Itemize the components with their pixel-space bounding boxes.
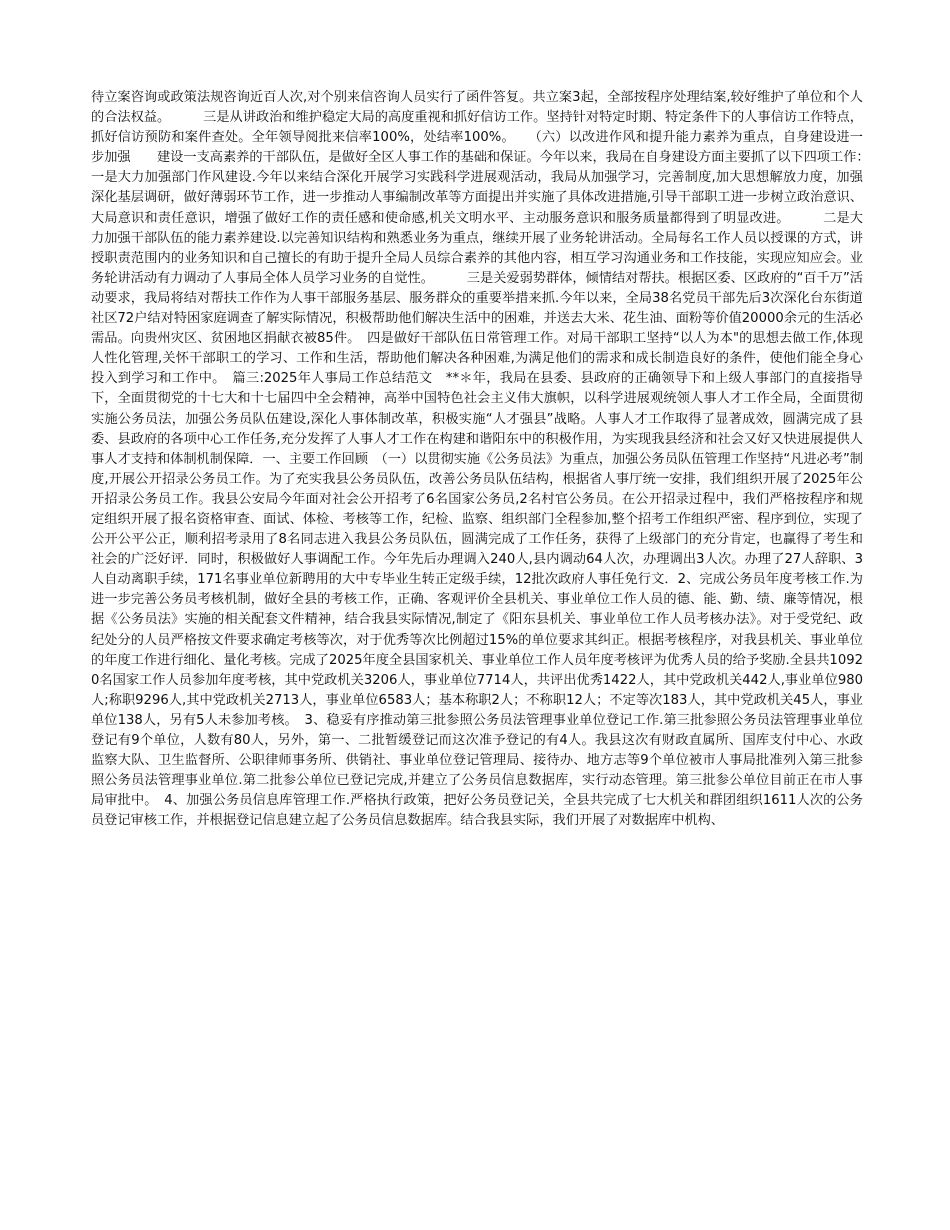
body-text: 待立案咨询或政策法规咨询近百人次,对个别来信咨询人员实行了函件答复。共立案3起，全部按程序处理结案,较好维护了单位和个人的合法权益。 三是从讲政治和维护稳定大局的高度重视和抓好信访工作。坚持针对特定时期、特定条件下的人事信访工作特点，抓好信访预防和案件查处。全年领导阅批来信率100%，处结率100%。 （六）以改进作风和提升能力素养为重点，自身建设进一步加强 建设一支高素养的干部队伍，是做好全区人事工作的基础和保证。今年以来，我局在自身建设方面主要抓了以下四项工作： 一是大力加强部门作风建设.今年以来结合深化开展学习实践科学进展观活动，我局从加强学习，完善制度,加大思想解放力度，加强深化基层调研，做好薄弱环节工作，进一步推动人事编制改革等方面提出并实施了具体改进措施,引导干部职工进一步树立政治意识、大局意识和责任意识，增强了做好工作的责任感和使命感,机关文明水平、主动服务意识和服务质量都得到了明显改进。 二是大力加强干部队伍的能力素养建设.以完善知识结构和熟悉业务为重点，继续开展了业务轮讲活动。全局每名工作人员以授课的方式，讲授职责范围内的业务知识和自己擅长的有助于提升全局人员综合素养的其他内容，相互学习沟通业务和工作技能，实现应知应会。业务轮讲活动有力调动了人事局全体人员学习业务的自觉性。 三是关爱弱势群体，倾情结对帮扶。根据区委、区政府的“百千万”活动要求，我局将结对帮扶工作作为人事干部服务基层、服务群众的重要举措来抓.今年以来，全局38名党员干部先后3次深化台东街道社区72户结对特困家庭调查了解实际情况，积极帮助他们解决生活中的困难，并送去大米、花生油、面粉等价值20000余元的生活必需品。向贵州灾区、贫困地区捐献衣被85件。 四是做好干部队伍日常管理工作。对局干部职工坚持“以人为本"的思想去做工作,体现人性化管理,关怀干部职工的学习、工作和生活，帮助他们解决各种困难,为满足他们的需求和成长制造良好的条件，使他们能全身心投入到学习和工作中。 篇三:2025年人事局工作总结范文 **＊年，我局在县委、县政府的正确领导下和上级人事部门的直接指导下，全面贯彻党的十七大和十七届四中全会精神，高举中国特色社会主义伟大旗帜，以科学进展观统领人事人才工作全局，全面贯彻实施公务员法，加强公务员队伍建设,深化人事体制改革，积极实施“人才强县”战略。人事人才工作取得了显著成效，圆满完成了县委、县政府的各项中心工作任务,充分发挥了人事人才工作在构建和谐阳东中的积极作用，为实现我县经济和社会又好又快进展提供人事人才支持和体制机制保障．一、主要工作回顾 （一）以贯彻实施《公务员法》为重点，加强公务员队伍管理工作坚持“凡进必考”制度,开展公开招录公务员工作。为了充实我县公务员队伍，改善公务员队伍结构，根据省人事厅统一安排，我们组织开展了2025年公开招录公务员工作。我县公安局今年面对社会公开招考了6名国家公务员,2名村官公务员。在公开招录过程中，我们严格按程序和规定组织开展了报名资格审查、面试、体检、考核等工作，纪检、监察、组织部门全程参加,整个招考工作组织严密、程序到位，实现了公开公平公正，顺利招考录用了8名同志进入我县公务员队伍，圆满完成了工作任务，获得了上级部门的充分肯定，也赢得了考生和社会的广泛好评．同时，积极做好人事调配工作。今年先后办理调入240人,县内调动64人次，办理调出3人次。办理了27人辞职、3人自动离职手续，171名事业单位新聘用的大中专毕业生转正定级手续，12批次政府人事任免行文．2、完成公务员年度考核工作.为进一步完善公务员考核机制，做好全县的考核工作，正确、客观评价全县机关、事业单位工作人员的德、能、勤、绩、廉等情况，根据《公务员法》实施的相关配套文件精神，结合我县实际情况,制定了《阳东县机关、事业单位工作人员考核办法》。对于受党纪、政纪处分的人员严格按文件要求确定考核等次，对于优秀等次比例超过15%的单位要求其纠正。根据考核程序，对我县机关、事业单位的年度工作进行细化、量化考核。完成了2025年度全县国家机关、事业单位工作人员年度考核评为优秀人员的给予奖励.全县共10920名国家工作人员参加年度考核，其中党政机关3206人，事业单位7714人，共评出优秀1422人，其中党政机关442人,事业单位980人;称职9296人,其中党政机关2713人，事业单位6583人；基本称职2人；不称职12人；不定等次183人，其中党政机关45人，事业单位138人，另有5人未参加考核。 3、稳妥有序推动第三批参照公务员法管理事业单位登记工作.第三批参照公务员法管理事业单位登记有9个单位，人数有80人，另外，第一、二批暂缓登记而这次准予登记的有4人。我县这次有财政直属所、国库支付中心、水政监察大队、卫生监督所、公职律师事务所、供销社、事业单位登记管理局、接待办、地方志等9个单位被市人事局批准列入第三批参照公务员法管理事业单位.第二批参公单位已登记完成,并建立了公务员信息数据库，实行动态管理。第三批参公单位目前正在市人事局审批中。 4、加强公务员信息库管理工作.严格执行政策，把好公务员登记关，全县共完成了七大机关和群团组织1611人次的公务员登记审核工作，并根据登记信息建立起了公务员信息数据库。结合我县实际，我们开展了对数据库中机构、 (91, 90, 903, 829)
document-page (91, 88, 903, 1148)
